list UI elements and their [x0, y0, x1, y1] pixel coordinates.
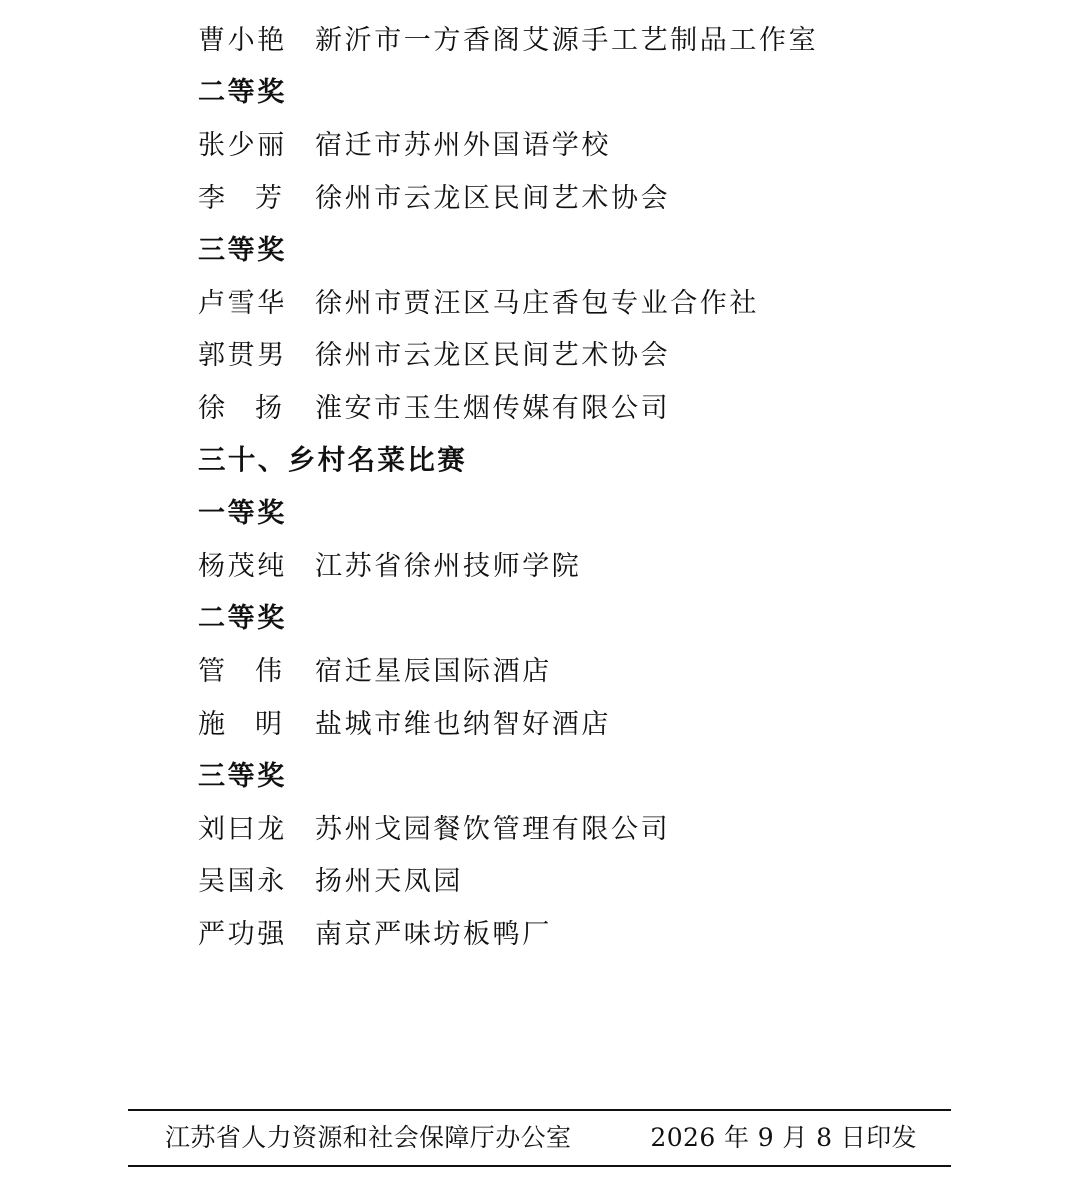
section-title: 三十、乡村名菜比赛 [198, 444, 468, 477]
person-name-part: 扬 [255, 392, 282, 424]
list-item [198, 330, 958, 383]
issue-date: 2026 年 9 月 8 日印发 [650, 1123, 917, 1152]
award-level-heading [198, 224, 958, 277]
award-level-label: 二等奖 [198, 77, 287, 109]
award-level-heading [198, 67, 958, 120]
footer-top-divider [128, 1109, 951, 1111]
organization-name: 徐州市云龙区民间艺术协会 [315, 340, 671, 372]
award-level-label: 三等奖 [198, 761, 287, 793]
list-item [198, 856, 958, 909]
list-item [198, 119, 958, 172]
person-name-part: 张 [198, 129, 228, 161]
person-name-part: 明 [255, 708, 282, 740]
person-name: 曹小艳 [198, 24, 287, 56]
list-item [198, 908, 958, 961]
award-level-heading [198, 593, 958, 646]
award-list [198, 14, 958, 961]
award-level-heading [198, 487, 958, 540]
footer-bottom-divider [128, 1165, 951, 1167]
organization-name: 南京严味坊板鸭厂 [315, 918, 552, 950]
organization-name: 宿迁星辰国际酒店 [315, 655, 552, 687]
list-item [198, 382, 958, 435]
person-name-part: 丽 [257, 129, 287, 161]
award-level-label: 二等奖 [198, 603, 287, 635]
organization-name: 苏州戈园餐饮管理有限公司 [315, 813, 671, 845]
organization-name: 淮安市玉生烟传媒有限公司 [315, 392, 671, 424]
person-name: 严功强 [198, 918, 287, 950]
organization-name: 扬州天凤园 [315, 866, 463, 898]
person-name: 刘曰龙 [198, 813, 287, 845]
issuer-name: 江苏省人力资源和社会保障厅办公室 [165, 1123, 572, 1152]
award-level-heading [198, 750, 958, 803]
award-level-label: 三等奖 [198, 235, 287, 267]
person-name-part: 芳 [255, 182, 282, 214]
organization-name: 徐州市云龙区民间艺术协会 [315, 182, 671, 214]
organization-name: 徐州市贾汪区马庄香包专业合作社 [315, 287, 759, 319]
person-name-part: 管 [198, 655, 225, 687]
organization-name: 宿迁市苏州外国语学校 [315, 129, 611, 161]
list-item [198, 172, 958, 225]
list-item [198, 277, 958, 330]
person-name: 杨茂纯 [198, 550, 287, 582]
person-name [198, 182, 282, 214]
list-item [198, 803, 958, 856]
person-name: 郭贯男 [198, 340, 287, 372]
list-item [198, 540, 958, 593]
person-name [198, 708, 282, 740]
list-item [198, 14, 958, 67]
person-name [198, 129, 315, 161]
person-name: 吴国永 [198, 866, 287, 898]
organization-name: 盐城市维也纳智好酒店 [315, 708, 611, 740]
section-heading [198, 435, 958, 488]
person-name-part: 少 [227, 129, 258, 161]
person-name: 卢雪华 [198, 287, 287, 319]
list-item [198, 645, 958, 698]
person-name [198, 392, 282, 424]
list-item [198, 698, 958, 751]
organization-name: 新沂市一方香阁艾源手工艺制品工作室 [315, 24, 819, 56]
award-level-label: 一等奖 [198, 498, 287, 530]
organization-name: 江苏省徐州技师学院 [315, 550, 582, 582]
person-name-part: 施 [198, 708, 225, 740]
person-name-part: 李 [198, 182, 225, 214]
person-name-part: 伟 [255, 655, 282, 687]
person-name-part: 徐 [198, 392, 225, 424]
person-name [198, 655, 282, 687]
